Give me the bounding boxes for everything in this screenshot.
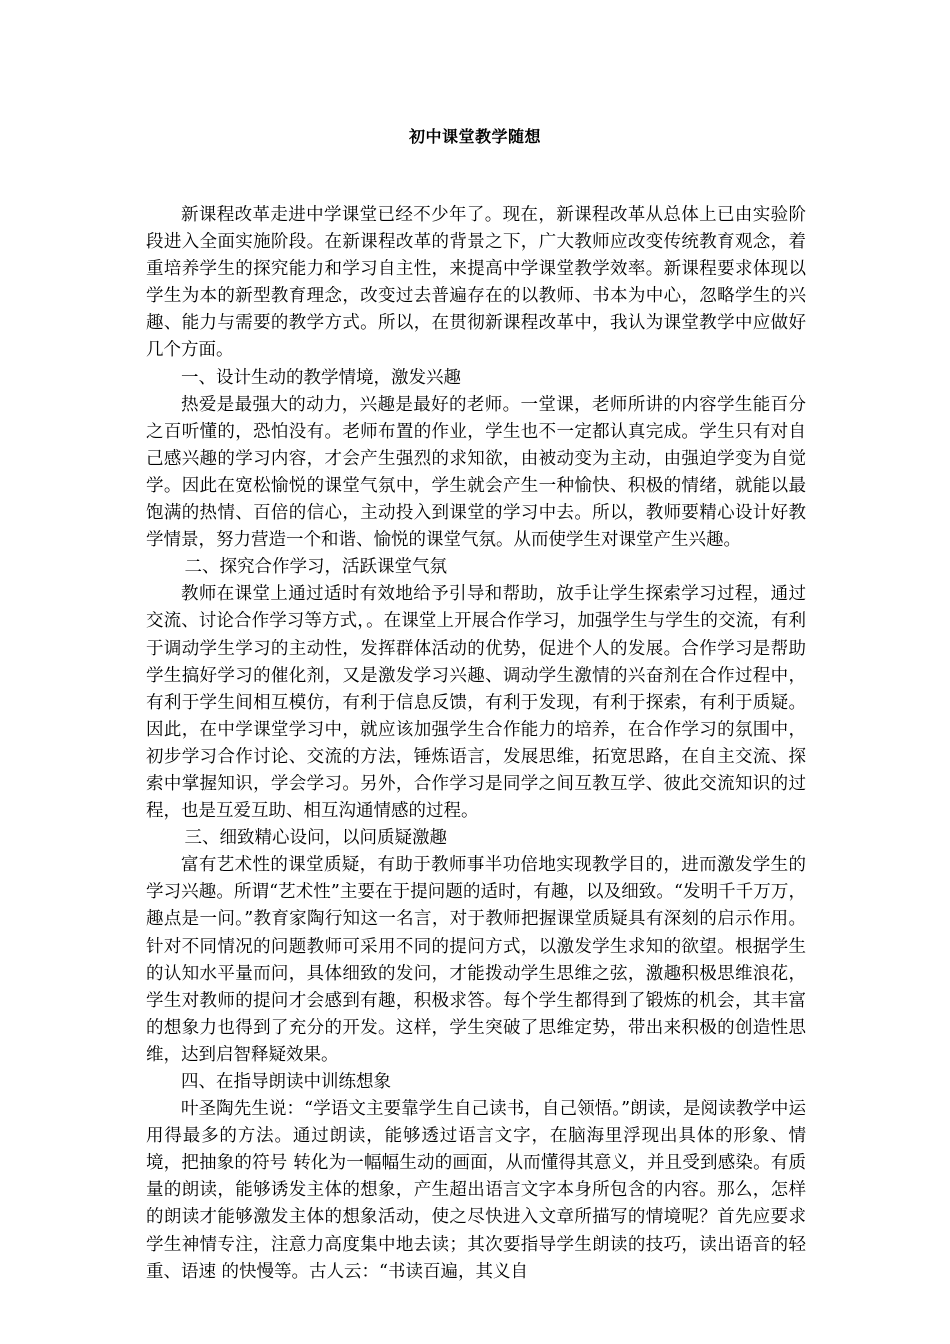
paragraph-intro: 新课程改革走进中学课堂已经不少年了。现在，新课程改革从总体上已由实验阶段进入全面实施阶段。在新课程改革的背景之下，广大教师应改变传统教育观念，着重培养学生的探究能力和学习自主性，来提高中学课堂教学效率。新课程要求体现以学生为本的新型教育理念，改变过去普遍存在的以教师、书本为中心，忽略学生的兴趣、能力与需要的教学方式。所以，在贯彻新课程改革中，我认为课堂教学中应做好几个方面。 xyxy=(146,205,806,361)
section-heading-4: 四、在指导朗读中训练想象 xyxy=(181,1072,391,1092)
paragraph-section-4: 叶圣陶先生说：“学语文主要靠学生自己读书，自己领悟。”朗读，是阅读教学中运用得最多的方法。通过朗读，能够透过语言文字，在脑海里浮现出具体的形象、情境，把抽象的符号 转化为一幅幅生动的画面，从而懂得其意义，并且受到感染。有质量的朗读，能够诱发主体的想象，产生超出语言文字本身所包含的内容。那么，怎样的朗读才能够激发主体的想象活动，使之尽快进入文章所描写的情境呢？首先应要求学生神情专注，注意力高度集中地去读；其次要指导学生朗读的技巧，读出语音的轻重、语速 的快慢等。古人云：“书读百遍，其义自 xyxy=(146,1099,806,1282)
paragraph-section-3: 富有艺术性的课堂质疑，有助于教师事半功倍地实现教学目的，进而激发学生的学习兴趣。所谓“艺术性”主要在于提问题的适时，有趣，以及细致。“发明千千万万，趣点是一问。”教育家陶行知这一名言，对于教师把握课堂质疑具有深刻的启示作用。针对不同情况的问题教师可采用不同的提问方式，以激发学生求知的欲望。根据学生的认知水平量而问，具体细致的发问，才能拨动学生思维之弦，激趣积极思维浪花，学生对教师的提问才会感到有趣，积极求答。每个学生都得到了锻炼的机会，其丰富的想象力也得到了充分的开发。这样，学生突破了思维定势，带出来积极的创造性思维，达到启智释疑效果。 xyxy=(146,855,806,1065)
section-heading-2: 二、探究合作学习，活跃课堂气氛 xyxy=(184,557,447,578)
section-heading-3: 三、细致精心设问，以问质疑激趣 xyxy=(184,828,447,849)
document-body xyxy=(146,202,806,1286)
document-title: 初中课堂教学随想 xyxy=(408,127,541,146)
section-heading-1: 一、设计生动的教学情境，激发兴趣 xyxy=(181,367,461,388)
paragraph-section-1: 热爱是最强大的动力，兴趣是最好的老师。一堂课，老师所讲的内容学生能百分之百听懂的，恐怕没有。老师布置的作业，学生也不一定都认真完成。学生只有对自己感兴趣的学习内容，才会产生强烈的求知欲，由被动变为主动，由强迫学变为自觉学。因此在宽松愉悦的课堂气氛中，学生就会产生一种愉快、积极的情绪，就能以最饱满的热情、百倍的信心，主动投入到课堂的学习中去。所以，教师要精心设计好教学情景，努力营造一个和谐、愉悦的课堂气氛。从而使学生对课堂产生兴趣。 xyxy=(146,394,806,551)
paragraph-section-2: 教师在课堂上通过适时有效地给予引导和帮助，放手让学生探索学习过程，通过交流、讨论合作学习等方式，。在课堂上开展合作学习，加强学生与学生的交流，有利于调动学生学习的主动性，发挥群体活动的优势，促进个人的发展。合作学习是帮助学生搞好学习的催化剂，又是激发学习兴趣、调动学生激情的兴奋剂在合作过程中，有利于学生间相互模仿，有利于信息反馈，有利于发现，有利于探索，有利于质疑。因此，在中学课堂学习中，就应该加强学生合作能力的培养，在合作学习的氛围中，初步学习合作讨论、交流的方法，锤炼语言，发展思维，拓宽思路，在自主交流、探索中掌握知识，学会学习。另外，合作学习是同学之间互教互学、彼此交流知识的过程，也是互爱互助、相互沟通情感的过程。 xyxy=(146,584,806,822)
